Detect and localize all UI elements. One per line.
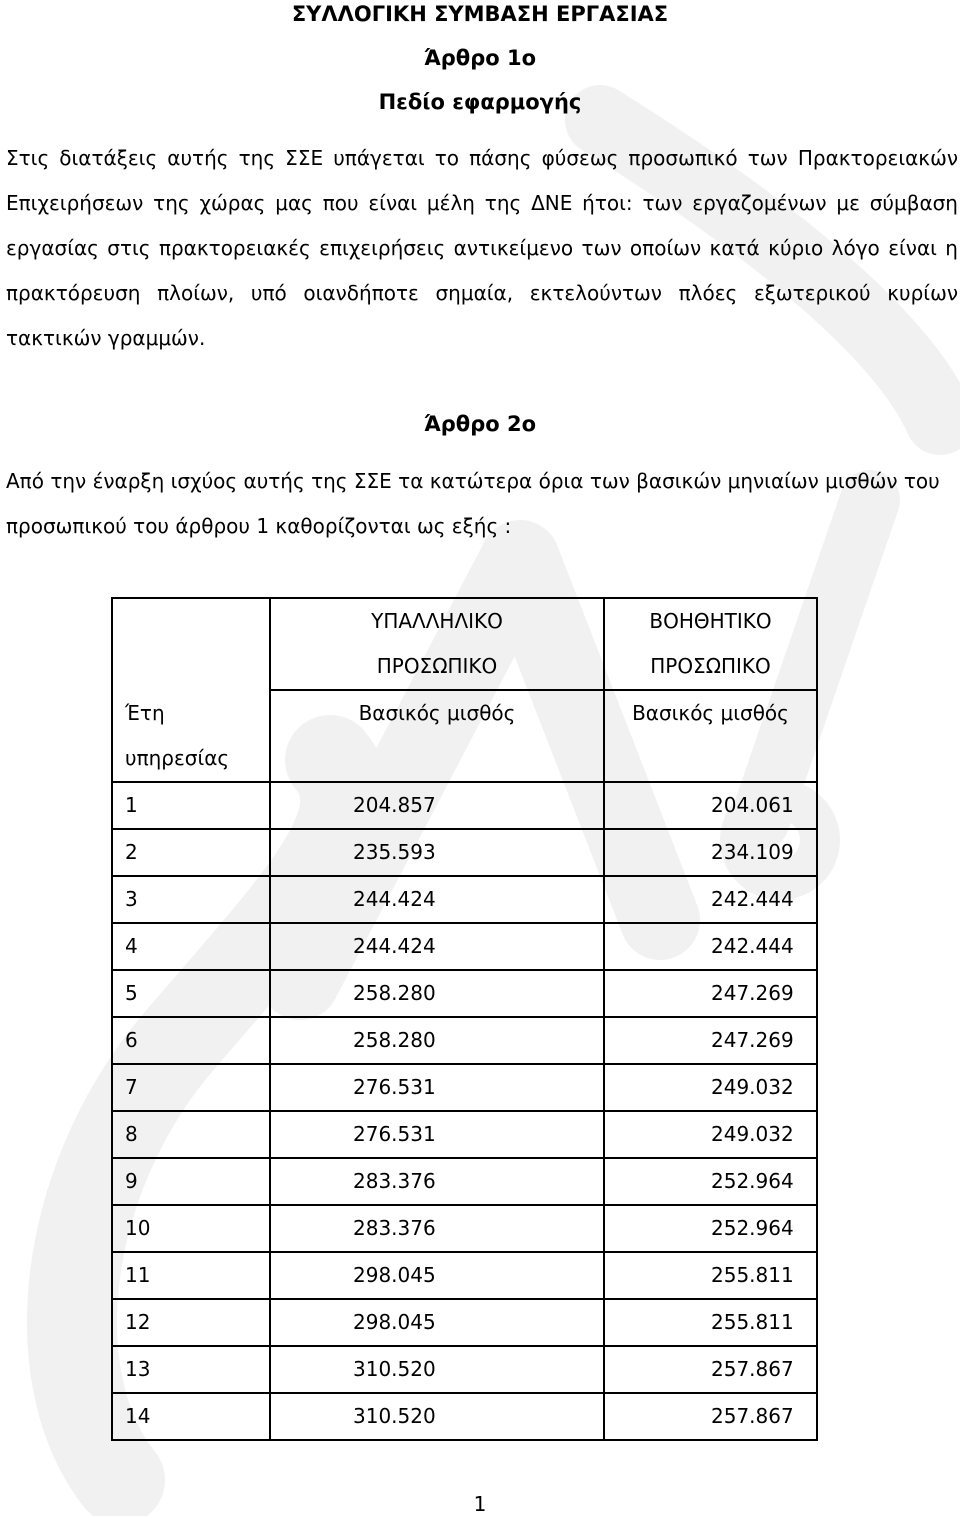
page-number: 1 (473, 1492, 487, 1516)
years-header-line2: υπηρεσίας (125, 746, 230, 770)
table-row (112, 1205, 817, 1252)
table-row (112, 923, 817, 970)
auxiliary-salary-cell: 255.811 (604, 1252, 817, 1299)
document-title: ΣΥΛΛΟΓΙΚΗ ΣΥΜΒΑΣΗ ΕΡΓΑΣΙΑΣ (291, 2, 669, 26)
clerical-basic-salary-header: Βασικός μισθός (270, 690, 604, 782)
auxiliary-salary-cell: 247.269 (604, 1017, 817, 1064)
clerical-salary-cell: 258.280 (270, 970, 604, 1017)
clerical-salary-cell: 283.376 (270, 1205, 604, 1252)
years-cell: 13 (112, 1346, 270, 1393)
table-row (112, 1158, 817, 1205)
clerical-staff-header-text: ΥΠΑΛΛΗΛΙΚΟ ΠΡΟΣΩΠΙΚΟ (371, 609, 503, 678)
auxiliary-staff-header-text: ΒΟΗΘΗΤΙΚΟ ΠΡΟΣΩΠΙΚΟ (649, 609, 772, 678)
article2-body: Από την έναρξη ισχύος αυτής της ΣΣΕ τα κατώτερα όρια των βασικών μηνιαίων μισθών του προσωπικού του άρθρου 1 καθορίζονται ως εξής : (6, 469, 940, 538)
years-cell: 12 (112, 1299, 270, 1346)
years-of-service-header (112, 598, 270, 782)
years-cell: 3 (112, 876, 270, 923)
auxiliary-salary-cell: 247.269 (604, 970, 817, 1017)
clerical-salary-cell: 276.531 (270, 1111, 604, 1158)
auxiliary-salary-cell: 249.032 (604, 1111, 817, 1158)
clerical-salary-cell: 204.857 (270, 782, 604, 829)
clerical-salary-cell: 276.531 (270, 1064, 604, 1111)
table-row (112, 1111, 817, 1158)
article1-heading: Άρθρο 1ο (423, 46, 536, 70)
table-row (112, 1299, 817, 1346)
clerical-salary-cell: 298.045 (270, 1299, 604, 1346)
article1-subheading: Πεδίο εφαρμογής (378, 90, 582, 114)
table-row (112, 1064, 817, 1111)
auxiliary-salary-cell: 204.061 (604, 782, 817, 829)
table-row (112, 829, 817, 876)
clerical-salary-cell: 283.376 (270, 1158, 604, 1205)
years-cell: 1 (112, 782, 270, 829)
years-cell: 7 (112, 1064, 270, 1111)
article1-body: Στις διατάξεις αυτής της ΣΣΕ υπάγεται το πάσης φύσεως προσωπικό των Πρακτορειακών Επιχειρήσεων της χώρας μας που είναι μέλη της ΔΝΕ ήτοι: των εργαζομένων με σύμβαση εργασίας στις πρακτορειακές επιχειρήσεις αντικείμενο των οποίων κατά κύριο λόγο είναι η πρακτόρευση πλοίων, υπό οιανδήποτε σημαία, εκτελούντων πλόες εξωτερικού κυρίων τακτικών γραμμών. (6, 146, 958, 350)
salary-table (111, 597, 818, 1441)
table-row (112, 876, 817, 923)
table-row (112, 1393, 817, 1440)
auxiliary-salary-cell: 257.867 (604, 1346, 817, 1393)
years-cell: 5 (112, 970, 270, 1017)
years-header-line1: Έτη (125, 701, 165, 725)
clerical-salary-cell: 310.520 (270, 1346, 604, 1393)
years-cell: 6 (112, 1017, 270, 1064)
years-cell: 2 (112, 829, 270, 876)
table-row (112, 782, 817, 829)
years-cell: 14 (112, 1393, 270, 1440)
clerical-salary-cell: 298.045 (270, 1252, 604, 1299)
years-cell: 9 (112, 1158, 270, 1205)
auxiliary-basic-salary-header: Βασικός μισθός (604, 690, 817, 782)
auxiliary-salary-cell: 255.811 (604, 1299, 817, 1346)
years-cell: 11 (112, 1252, 270, 1299)
clerical-salary-cell: 310.520 (270, 1393, 604, 1440)
table-row (112, 1346, 817, 1393)
table-row (112, 1017, 817, 1064)
auxiliary-salary-cell: 242.444 (604, 876, 817, 923)
auxiliary-staff-header (604, 598, 817, 690)
table-header-row (112, 598, 817, 690)
years-cell: 4 (112, 923, 270, 970)
clerical-salary-cell: 235.593 (270, 829, 604, 876)
auxiliary-salary-cell: 249.032 (604, 1064, 817, 1111)
article2-heading: Άρθρο 2ο (423, 412, 536, 436)
table-row (112, 1252, 817, 1299)
auxiliary-salary-cell: 252.964 (604, 1205, 817, 1252)
years-cell: 8 (112, 1111, 270, 1158)
clerical-staff-header (270, 598, 604, 690)
clerical-salary-cell: 244.424 (270, 923, 604, 970)
auxiliary-salary-cell: 242.444 (604, 923, 817, 970)
clerical-salary-cell: 244.424 (270, 876, 604, 923)
auxiliary-salary-cell: 234.109 (604, 829, 817, 876)
clerical-salary-cell: 258.280 (270, 1017, 604, 1064)
table-row (112, 970, 817, 1017)
auxiliary-salary-cell: 252.964 (604, 1158, 817, 1205)
years-cell: 10 (112, 1205, 270, 1252)
auxiliary-salary-cell: 257.867 (604, 1393, 817, 1440)
